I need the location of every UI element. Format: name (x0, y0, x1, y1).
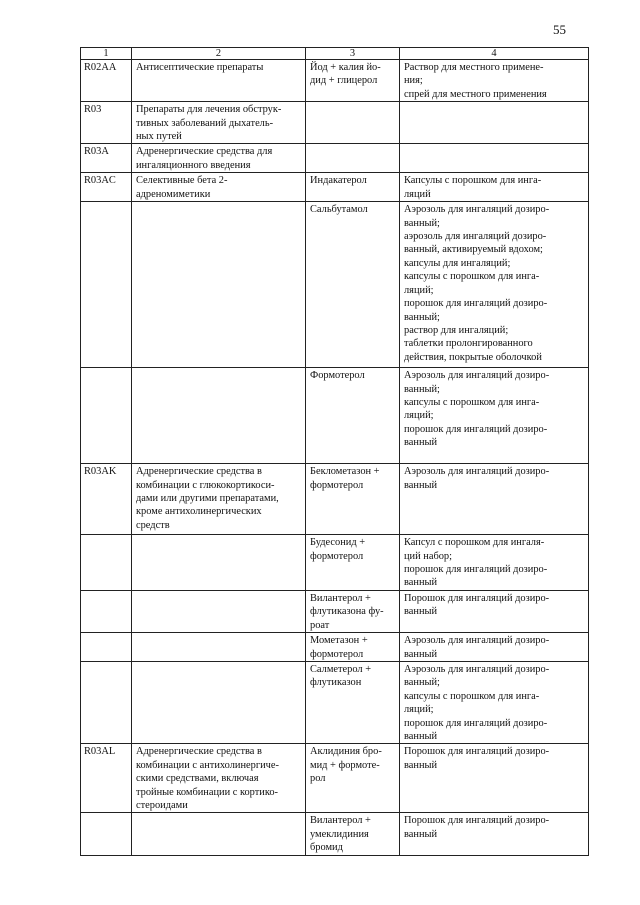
cell-text-line: умеклидиния (310, 828, 369, 840)
cell-text-line: адреномиметики (136, 188, 211, 200)
dosage-form-cell (400, 535, 589, 591)
cell-text-line: бромид (310, 842, 343, 854)
cell-text-line: роат (310, 619, 330, 631)
substance-cell (306, 661, 400, 743)
cell-text-line: Антисептические препараты (136, 62, 264, 73)
cell-text-line: формотерол (310, 648, 364, 660)
cell-text-line: R03AC (84, 175, 116, 187)
atc-code-cell (81, 102, 132, 144)
dosage-form-cell (400, 202, 589, 368)
substance-cell (306, 464, 400, 535)
dosage-form-cell (400, 590, 589, 632)
group-name-cell (132, 535, 306, 591)
cell-text-line: Аэрозоль для ингаляций дозиро- (404, 466, 550, 478)
cell-text-line: ванный; (404, 217, 440, 229)
cell-text-line: Аклидиния бро- (310, 746, 382, 758)
group-name-cell (132, 102, 306, 144)
table-row (81, 60, 589, 102)
cell-text-line: Вилантерол + (310, 815, 371, 827)
dosage-form-cell (400, 368, 589, 464)
cell-text-line: тивных заболеваний дыхатель- (136, 117, 274, 129)
cell-text-line: таблетки пролонгированного (404, 338, 533, 350)
cell-text-line: Аэрозоль для ингаляций дозиро- (404, 635, 550, 647)
table-row (81, 813, 589, 855)
group-name-cell (132, 661, 306, 743)
atc-code-cell (81, 60, 132, 102)
dosage-form-cell (400, 813, 589, 855)
cell-text-line: Раствор для местного примене- (404, 62, 544, 73)
atc-code-cell (81, 813, 132, 855)
atc-code-cell (81, 464, 132, 535)
cell-text-line: дид + глицерол (310, 75, 378, 87)
cell-text-line: ванный; (404, 383, 440, 395)
cell-text-line: ных путей (136, 131, 182, 143)
cell-text-line: Адренергические средства для (136, 146, 273, 158)
column-number: 3 (306, 48, 400, 60)
cell-text-line: R03A (84, 146, 109, 158)
cell-text-line: ций набор; (404, 550, 453, 562)
cell-text-line: ляций; (404, 704, 434, 716)
column-number: 1 (81, 48, 132, 60)
cell-text-line: порошок для ингаляций дозиро- (404, 423, 548, 435)
group-name-cell (132, 633, 306, 662)
page-number: 55 (553, 22, 566, 37)
cell-text-line: ванный (404, 606, 438, 618)
cell-text-line: Будесонид + (310, 537, 366, 549)
dosage-form-cell (400, 60, 589, 102)
cell-text-line: ванный (404, 577, 438, 589)
substance-cell (306, 633, 400, 662)
group-name-cell (132, 590, 306, 632)
cell-text-line: ния; (404, 75, 423, 87)
cell-text-line: ванный (404, 730, 438, 742)
cell-text-line: комбинации с антихолинергиче- (136, 759, 279, 771)
cell-text-line: ляций; (404, 410, 434, 422)
cell-text-line: Селективные бета 2- (136, 175, 228, 187)
cell-text-line: порошок для ингаляций дозиро- (404, 564, 548, 576)
group-name-cell (132, 173, 306, 202)
substance-cell (306, 144, 400, 173)
table-row (81, 102, 589, 144)
dosage-form-cell (400, 661, 589, 743)
cell-text-line: ванный, активируемый вдохом; (404, 244, 543, 256)
substance-cell (306, 60, 400, 102)
group-name-cell (132, 464, 306, 535)
cell-text-line: капсулы с порошком для инга- (404, 690, 540, 702)
cell-text-line: дами или другими препаратами, (136, 493, 279, 505)
cell-text-line: Аэрозоль для ингаляций дозиро- (404, 663, 550, 675)
cell-text-line: R03AK (84, 466, 117, 478)
substance-cell (306, 202, 400, 368)
cell-text-line: Порошок для ингаляций дозиро- (404, 815, 550, 827)
cell-text-line: Аэрозоль для ингаляций дозиро- (404, 204, 550, 216)
cell-text-line: Порошок для ингаляций дозиро- (404, 592, 550, 604)
atc-code-cell (81, 173, 132, 202)
cell-text-line: ингаляционного введения (136, 159, 251, 171)
cell-text-line: R03AL (84, 746, 116, 758)
cell-text-line: формотерол (310, 479, 364, 491)
cell-text-line: Капсулы с порошком для инга- (404, 175, 542, 187)
table-row (81, 173, 589, 202)
cell-text-line: Формотерол (310, 370, 365, 382)
cell-text-line: R02AA (84, 62, 117, 73)
cell-text-line: Йод + калия йо- (310, 62, 381, 73)
cell-text-line: Препараты для лечения обструк- (136, 104, 282, 116)
substance-cell (306, 368, 400, 464)
group-name-cell (132, 60, 306, 102)
table-row (81, 144, 589, 173)
dosage-form-cell (400, 173, 589, 202)
cell-text-line: капсулы с порошком для инга- (404, 397, 540, 409)
cell-text-line: ляций (404, 188, 431, 200)
column-number: 4 (400, 48, 589, 60)
dosage-form-cell (400, 144, 589, 173)
table-row (81, 464, 589, 535)
cell-text-line: кроме антихолинергических (136, 506, 262, 518)
cell-text-line: Беклометазон + (310, 466, 380, 478)
cell-text-line: формотерол (310, 550, 364, 562)
cell-text-line: Сальбутамол (310, 204, 368, 216)
cell-text-line: Адренергические средства в (136, 466, 262, 478)
cell-text-line: скими средствами, включая (136, 773, 259, 785)
cell-text-line: ляций; (404, 284, 434, 296)
group-name-cell (132, 144, 306, 173)
cell-text-line: R03 (84, 104, 102, 116)
cell-text-line: ванный (404, 437, 438, 449)
substance-cell (306, 173, 400, 202)
cell-text-line: рол (310, 773, 326, 785)
group-name-cell (132, 813, 306, 855)
cell-text-line: флутиказона фу- (310, 606, 384, 618)
cell-text-line: флутиказон (310, 677, 362, 689)
table-row (81, 368, 589, 464)
drug-classification-table (80, 47, 589, 856)
cell-text-line: Адренергические средства в (136, 746, 262, 758)
cell-text-line: ванный; (404, 677, 440, 689)
cell-text-line: ванный (404, 648, 438, 660)
dosage-form-cell (400, 102, 589, 144)
table-row (81, 590, 589, 632)
table-row (81, 661, 589, 743)
dosage-form-cell (400, 464, 589, 535)
atc-code-cell (81, 144, 132, 173)
column-number-row (81, 48, 589, 60)
cell-text-line: тройные комбинации с кортико- (136, 786, 279, 798)
dosage-form-cell (400, 633, 589, 662)
cell-text-line: аэрозоль для ингаляций дозиро- (404, 231, 547, 243)
cell-text-line: Мометазон + (310, 635, 368, 647)
column-number: 2 (132, 48, 306, 60)
cell-text-line: ванный (404, 479, 438, 491)
atc-code-cell (81, 661, 132, 743)
cell-text-line: ванный (404, 759, 438, 771)
table-row (81, 744, 589, 813)
cell-text-line: порошок для ингаляций дозиро- (404, 717, 548, 729)
cell-text-line: капсулы с порошком для инга- (404, 271, 540, 283)
cell-text-line: спрей для местного применения (404, 88, 547, 100)
table-row (81, 633, 589, 662)
group-name-cell (132, 368, 306, 464)
cell-text-line: Порошок для ингаляций дозиро- (404, 746, 550, 758)
table-body (81, 60, 589, 856)
atc-code-cell (81, 535, 132, 591)
atc-code-cell (81, 633, 132, 662)
cell-text-line: Салметерол + (310, 663, 372, 675)
atc-code-cell (81, 744, 132, 813)
substance-cell (306, 813, 400, 855)
cell-text-line: Капсул с порошком для ингаля- (404, 537, 545, 549)
cell-text-line: порошок для ингаляций дозиро- (404, 298, 548, 310)
table-row (81, 202, 589, 368)
group-name-cell (132, 744, 306, 813)
atc-code-cell (81, 368, 132, 464)
table-row (81, 535, 589, 591)
cell-text-line: Аэрозоль для ингаляций дозиро- (404, 370, 550, 382)
atc-code-cell (81, 590, 132, 632)
cell-text-line: ванный (404, 828, 438, 840)
cell-text-line: ванный; (404, 311, 440, 323)
cell-text-line: стероидами (136, 799, 188, 811)
cell-text-line: мид + формоте- (310, 759, 380, 771)
substance-cell (306, 102, 400, 144)
cell-text-line: капсулы для ингаляций; (404, 257, 511, 269)
cell-text-line: комбинации с глюкокортикоси- (136, 479, 275, 491)
dosage-form-cell (400, 744, 589, 813)
cell-text-line: средств (136, 519, 170, 531)
cell-text-line: Индакатерол (310, 175, 367, 187)
group-name-cell (132, 202, 306, 368)
substance-cell (306, 590, 400, 632)
cell-text-line: Вилантерол + (310, 592, 371, 604)
substance-cell (306, 744, 400, 813)
cell-text-line: раствор для ингаляций; (404, 324, 509, 336)
atc-code-cell (81, 202, 132, 368)
substance-cell (306, 535, 400, 591)
cell-text-line: действия, покрытые оболочкой (404, 351, 542, 363)
